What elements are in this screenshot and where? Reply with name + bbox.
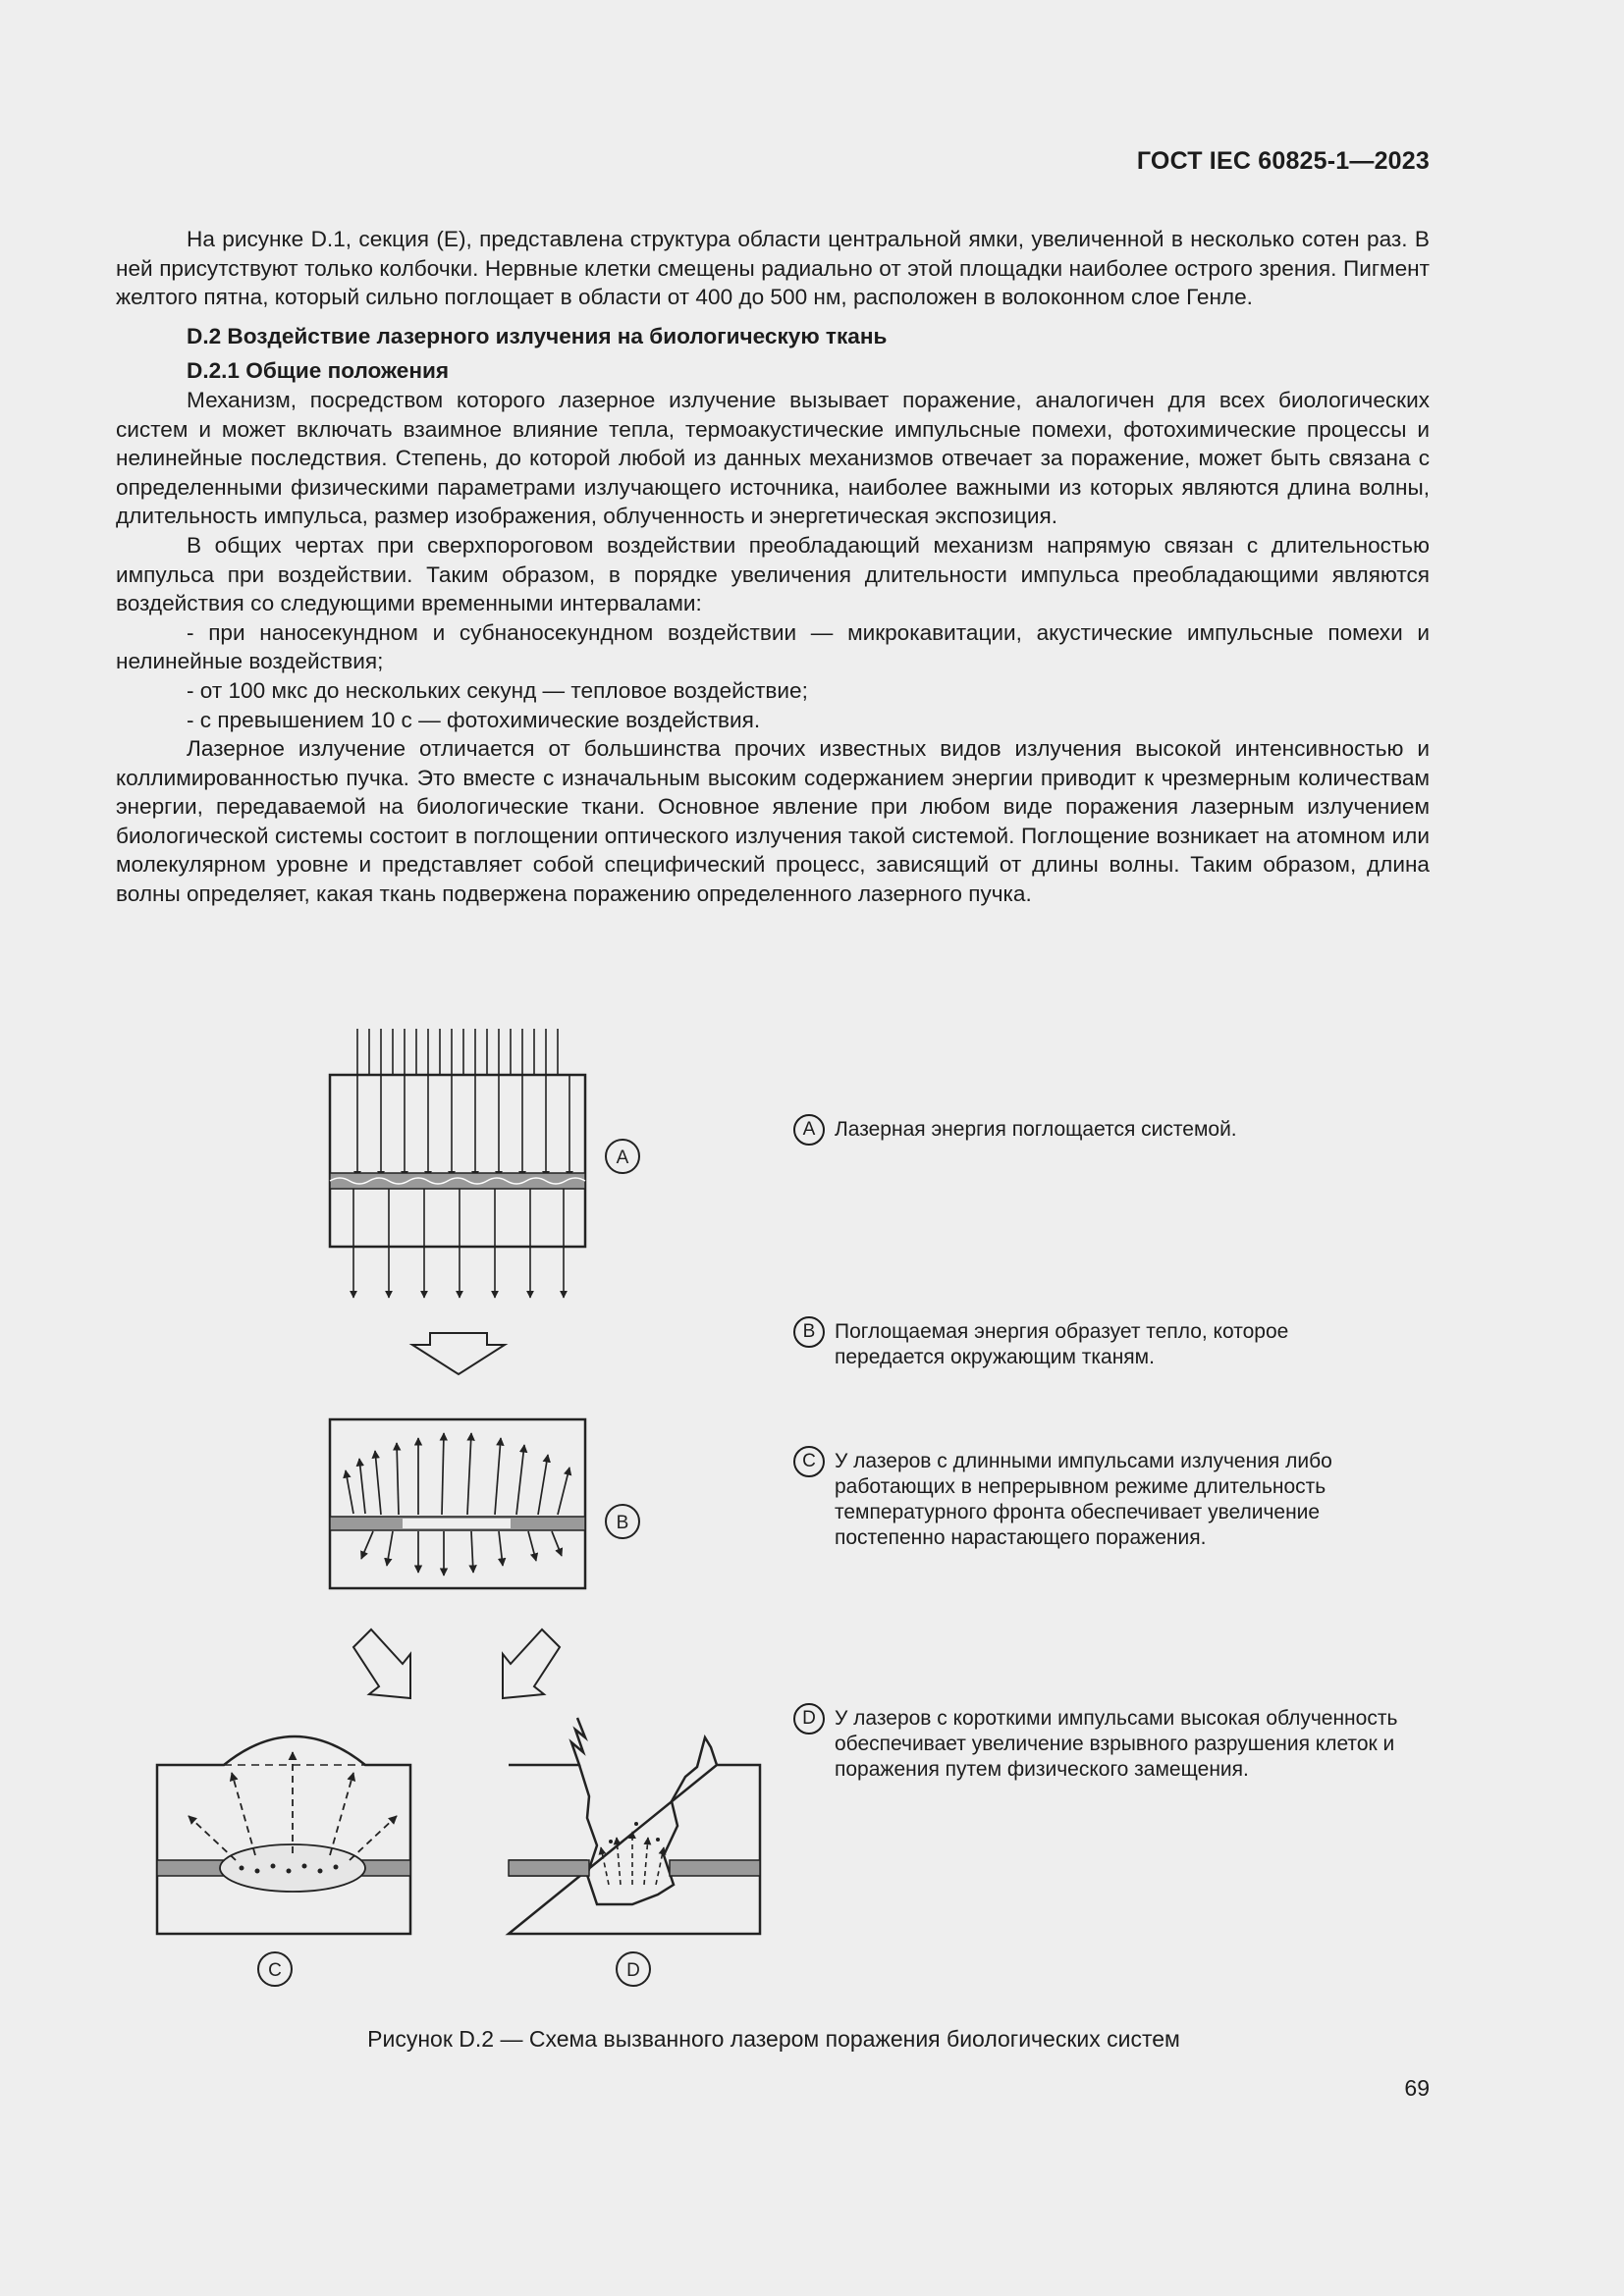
paragraph-laser: Лазерное излучение отличается от большинства прочих известных видов излучения высокой интенсивностью и коллимированностью пучка. Это вместе с изначальным высоким содержанием энергии приводит к чрезмерным количествам энергии, передаваемой на биологические ткани. Основное явление при любом виде поражения лазерным излучением биологической системы состоит в поглощении оптического излучения такой системой. Поглощение возникает на атомном или молекулярном уровне и представляет собой специфический процесс, зависящий от длины волны. Таким образом, длина волны определяет, какая ткань подвержена поражению определенного лазерного пучка. (116, 736, 1430, 907)
legend-marker-d: D (793, 1703, 825, 1735)
legend-text-d: У лазеров с короткими импульсами высокая облученность обеспечивает увеличение взрывного разрушения клеток и поражения путем физического замещения. (835, 1707, 1398, 1781)
section-title: D.2 Воздействие лазерного излучения на биологическую ткань (187, 323, 888, 348)
figure-caption: Рисунок D.2 — Схема вызванного лазером поражения биологических систем (367, 2026, 1180, 2052)
list-item-thermal: - от 100 мкс до нескольких секунд — тепловое воздействие; (187, 677, 808, 703)
panel-a-label: A (616, 1148, 629, 1168)
panel-c-diagram (157, 1736, 410, 1934)
page-number: 69 (1404, 2075, 1430, 2101)
document-id: ГОСТ IEC 60825-1—2023 (1136, 147, 1430, 175)
list-item-photochemical: - с превышением 10 с — фотохимические воздействия. (187, 707, 761, 732)
panel-b-label: B (616, 1513, 629, 1533)
hollow-arrow-b-to-d (503, 1629, 560, 1698)
legend-marker-a: A (793, 1114, 825, 1146)
hollow-arrow-b-to-c (353, 1629, 410, 1698)
paragraph-mechanism: Механизм, посредством которого лазерное излучение вызывает поражение, аналогичен для всех биологических систем и может включать взаимное влияние тепла, термоакустические импульсные помехи, фотохимические процессы и нелинейные последствия. Степень, до которой любой из данных механизмов отвечает за поражение, может быть связана с определенными физическими параметрами излучающего источника, наиболее важными из которых являются длина волны, длительность импульса, размер изображения, облученность и энергетическая экспозиция. (116, 387, 1430, 529)
figure-d2-diagram (147, 1021, 785, 2002)
panel-d-diagram (509, 1718, 760, 1934)
legend-marker-c: C (793, 1446, 825, 1477)
legend-text-c: У лазеров с длинными импульсами излучения либо работающих в непрерывном режиме длительность температурного фронта обеспечивает увеличение постепенно нарастающего поражения. (835, 1450, 1332, 1549)
list-item-nanosecond: - при наносекундном и субнаносекундном воздействии — микрокавитации, акустические импульсные помехи и нелинейные воздействия; (116, 619, 1430, 674)
legend-marker-b: B (793, 1316, 825, 1348)
subsection-title: D.2.1 Общие положения (187, 358, 450, 384)
panel-d-label: D (626, 1960, 640, 1981)
hollow-arrow-a-to-b (412, 1333, 505, 1374)
legend-item-c (793, 1449, 1402, 1551)
legend-item-d (793, 1706, 1402, 1783)
panel-b-diagram (330, 1419, 585, 1588)
paragraph-general: В общих чертах при сверхпороговом воздействии преобладающий механизм напрямую связан с длительностью импульса при воздействии. Таким образом, в порядке увеличения длительности импульса преобладающими являются воздействия со следующими временными интервалами: (116, 532, 1430, 616)
legend-text-b: Поглощаемая энергия образует тепло, которое передается окружающим тканям. (835, 1320, 1289, 1368)
panel-c-label: C (268, 1960, 282, 1981)
panel-a-diagram (330, 1029, 585, 1298)
paragraph-intro: На рисунке D.1, секция (E), представлена структура области центральной ямки, увеличенной в несколько сотен раз. В ней присутствуют только колбочки. Нервные клетки смещены радиально от этой площадки наиболее острого зрения. Пигмент желтого пятна, который сильно поглощает в области от 400 до 500 нм, расположен в волоконном слое Генле. (116, 227, 1430, 310)
legend-text-a: Лазерная энергия поглощается системой. (835, 1118, 1237, 1141)
body-text (116, 225, 1430, 909)
legend-item-b (793, 1319, 1382, 1370)
legend-item-a (793, 1117, 1422, 1146)
